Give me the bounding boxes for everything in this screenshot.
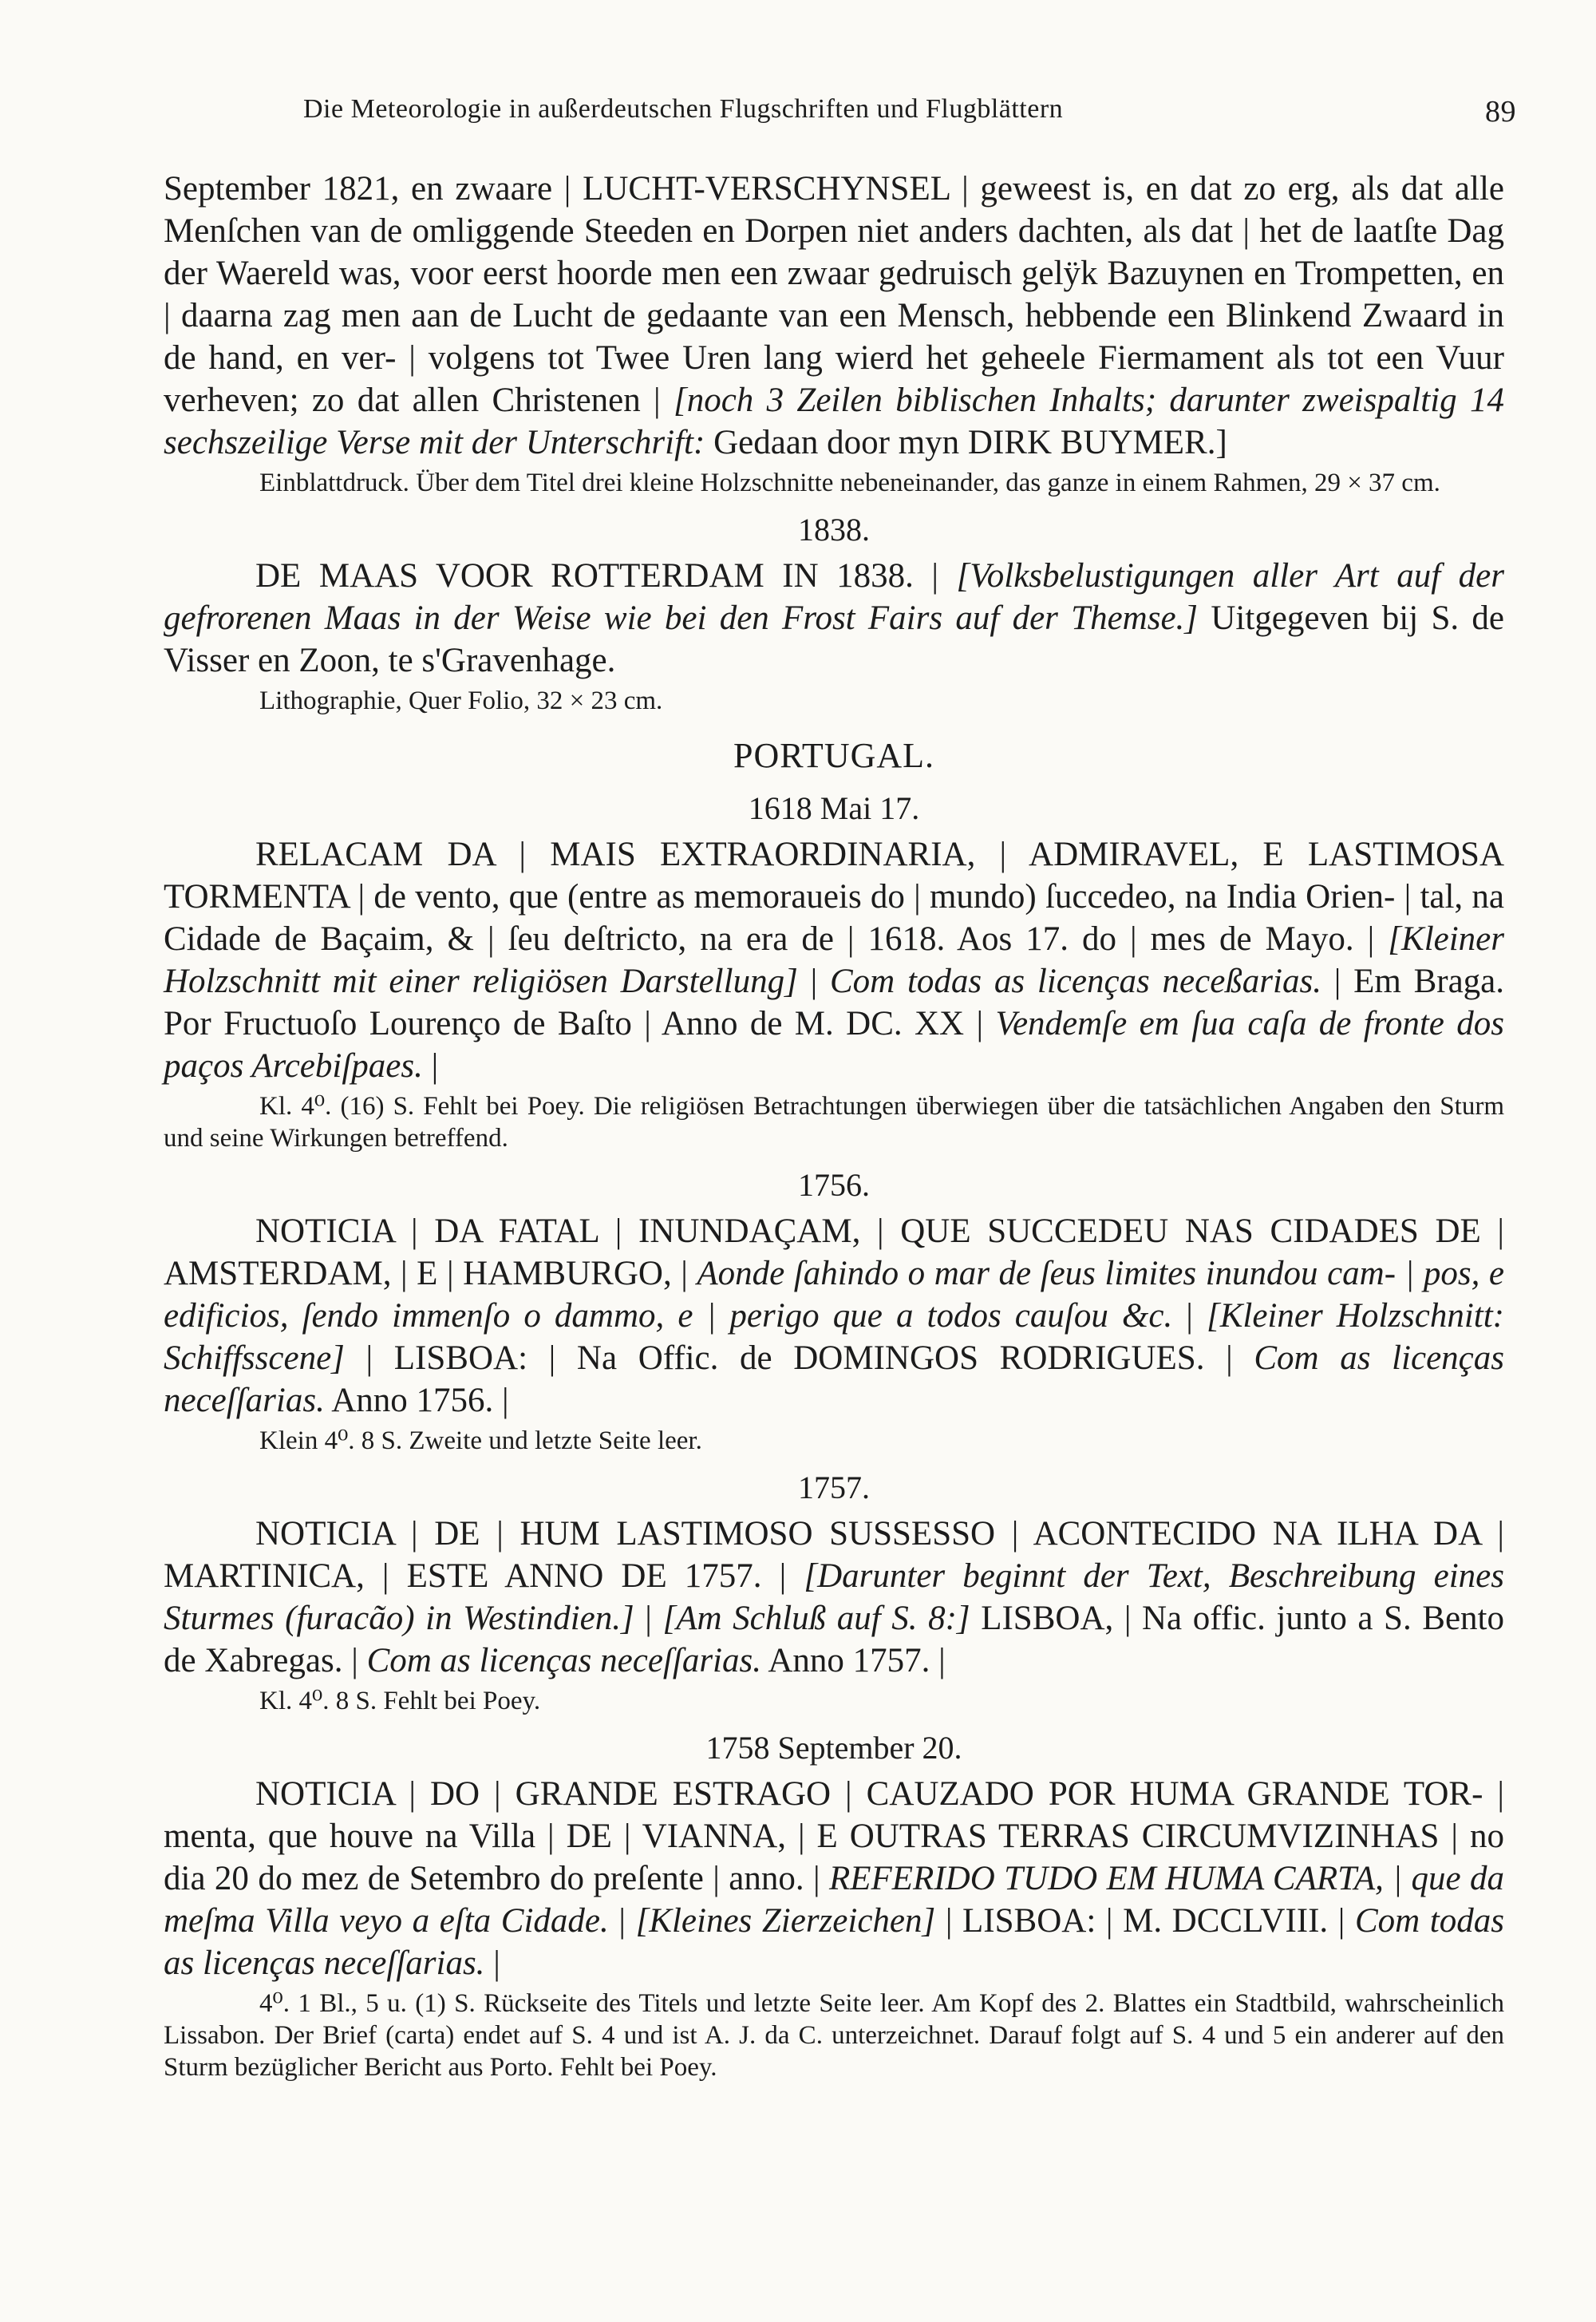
running-title: Die Meteorologie in außerdeutschen Flugschriften und Flugblättern: [303, 94, 1064, 124]
entry-italic-segment: REFERIDO TUDO EM HUMA CARTA, | que da meſma Villa veyo a eſta Cidade.: [164, 1860, 1504, 1940]
entry-text-segment: |: [422, 1047, 439, 1085]
entry-italic-segment: [Volksbelustigungen aller Art auf der gefrorenen Maas in der Weise wie bei den Frost Fairs auf der Themse.]: [164, 557, 1504, 637]
entry-text-segment: LISBOA, | Na offic. junto a S. Bento de Xabregas. |: [164, 1600, 1505, 1679]
entry-text-segment: | LISBOA: | Na Offic. de DOMINGOS RODRIGUES. |: [344, 1339, 1254, 1377]
running-header: [303, 94, 1516, 129]
entry-text-segment: NOTICIA | DE | HUM LASTIMOSO SUSSESSO | ACONTECIDO NA ILHA DA | MARTINICA, | ESTE ANNO DE 1757. |: [164, 1515, 1504, 1595]
page-number: 89: [1485, 95, 1516, 129]
entry-text-segment: |: [797, 963, 830, 1000]
entry-text-segment: RELACAM DA | MAIS EXTRAORDINARIA, | ADMIRAVEL, E LASTIMOSA TORMENTA | de vento, que (entre as memoraueis do | mundo) ſuccedeo, na India Orien- | tal, na Cidade de Baçaim, & | ſeu deſtricto, na era de | 1618. Aos 17. do | mes de Mayo. |: [164, 836, 1504, 958]
bibliographic-entry: [164, 555, 1504, 682]
year-heading: 1758 September 20.: [705, 1730, 962, 1766]
year-heading: 1618 Mai 17.: [748, 790, 920, 826]
entry-italic-segment: Com as licenças neceſſarias.: [366, 1642, 761, 1679]
bibliographic-entry: [164, 1513, 1504, 1682]
entry-text-segment: | Em Braga. Por Fructuoſo Lourenço de Baſto | Anno de M. DC. XX |: [164, 963, 1505, 1042]
entry-italic-segment: [noch 3 Zeilen biblischen Inhalts; darunter zweispaltig 14 sechszeilige Verse mit der Unterschrift:: [164, 382, 1504, 461]
entry-note: Einblattdruck. Über dem Titel drei kleine Holzschnitte nebeneinander, das ganze in einem Rahmen, 29 × 37 cm.: [259, 469, 1440, 497]
entry-italic-segment: [Darunter beginnt der Text, Beschreibung eines Sturmes (furacão) in Westindien.]: [164, 1557, 1504, 1637]
entry-text-segment: |: [484, 1944, 500, 1982]
entry-note: Kl. 4⁰. (16) S. Fehlt bei Poey. Die religiösen Betrachtungen überwiegen über die tatsächlichen Angaben den Sturm und seine Wirkungen betreffend.: [164, 1092, 1504, 1153]
entry-text-segment: Gedaan door myn DIRK BUYMER.]: [705, 424, 1227, 461]
entry-italic-segment: [Kleiner Holzschnitt mit einer religiösen Darstellung]: [164, 920, 1504, 1000]
section-heading: PORTUGAL.: [733, 736, 935, 775]
entry-note: Klein 4⁰. 8 S. Zweite und letzte Seite leer.: [259, 1426, 702, 1455]
entry-italic-segment: Aonde ſahindo o mar de ſeus limites inundou cam- | pos, e edificios, ſendo immenſo o dammo, e | perigo que a todos cauſou &c.: [164, 1255, 1504, 1335]
entry-text-segment: September 1821, en zwaare | LUCHT-VERSCHYNSEL | geweest is, en dat zo erg, als dat alle Menſchen van de omliggende Steeden en Dorpen niet anders dachten, als dat | het de laatſte Dag der Waereld was, voor eerst hoorde men een zwaar gedruisch gelÿk Bazuynen en Trompetten, en | daarna zag men aan de Lucht de gedaante van een Mensch, hebbende een Blinkend Zwaard in de hand, en ver- | volgens tot Twee Uren lang wierd het geheele Fiermament als tot een Vuur verheven; zo dat allen Christenen |: [164, 170, 1504, 419]
entry-italic-segment: Com todas as licenças neceßarias.: [829, 963, 1321, 1000]
entry-italic-segment: Vendemſe em ſua caſa de fronte dos paços Arcebiſpaes.: [164, 1005, 1504, 1085]
entry-text-segment: DE MAAS VOOR ROTTERDAM IN 1838. |: [255, 557, 957, 595]
year-heading: 1757.: [798, 1470, 870, 1505]
year-heading: 1838.: [798, 512, 870, 548]
page-body: [164, 168, 1504, 2083]
entry-italic-segment: [Kleiner Holzschnitt: Schiffsscene]: [164, 1297, 1504, 1377]
year-heading: 1756.: [798, 1167, 870, 1203]
entry-text-segment: NOTICIA | DO | GRANDE ESTRAGO | CAUZADO POR HUMA GRANDE TOR- | menta, que houve na Villa | DE | VIANNA, | E OUTRAS TERRAS CIRCUMVIZINHAS | no dia 20 do mez de Setembro do preſente | anno. |: [164, 1775, 1504, 1897]
bibliographic-entry: [164, 1773, 1504, 1984]
entry-italic-segment: Com as licenças neceſſarias.: [164, 1339, 1504, 1419]
entry-text-segment: Uitgegeven bij S. de Visser en Zoon, te s'Gravenhage.: [164, 599, 1504, 679]
entry-text-segment: Anno 1757. |: [760, 1642, 946, 1679]
entry-italic-segment: Com todas as licenças neceſſarias.: [164, 1902, 1504, 1982]
entry-note: Kl. 4⁰. 8 S. Fehlt bei Poey.: [259, 1687, 541, 1715]
entry-text-segment: |: [1172, 1297, 1207, 1335]
entry-text-segment: NOTICIA | DA FATAL | INUNDAÇAM, | QUE SUCCEDEU NAS CIDADES DE | AMSTERDAM, | E | HAMBURGO, |: [164, 1212, 1504, 1292]
entry-note: Lithographie, Quer Folio, 32 × 23 cm.: [259, 686, 663, 715]
entry-italic-segment: [Kleines Zierzeichen]: [635, 1902, 936, 1940]
entry-italic-segment: [Am Schluß auf S. 8:]: [662, 1600, 970, 1637]
bibliographic-entry: [164, 833, 1504, 1087]
entry-text-segment: Anno 1756. |: [324, 1382, 509, 1419]
entry-text-segment: |: [608, 1902, 636, 1940]
bibliographic-entry: [164, 1210, 1504, 1422]
bibliographic-entry: [164, 168, 1504, 464]
entry-text-segment: |: [634, 1600, 663, 1637]
entry-text-segment: | LISBOA: | M. DCCLVIII. |: [935, 1902, 1355, 1940]
entry-note: 4⁰. 1 Bl., 5 u. (1) S. Rückseite des Titels und letzte Seite leer. Am Kopf des 2. Blattes ein Stadtbild, wahrscheinlich Lissabon. Der Brief (carta) endet auf S. 4 und ist A. J. da C. unterzeichnet. Darauf folgt auf S. 4 und 5 ein anderer auf den Sturm bezüglicher Bericht aus Porto. Fehlt bei Poey.: [164, 1989, 1504, 2082]
